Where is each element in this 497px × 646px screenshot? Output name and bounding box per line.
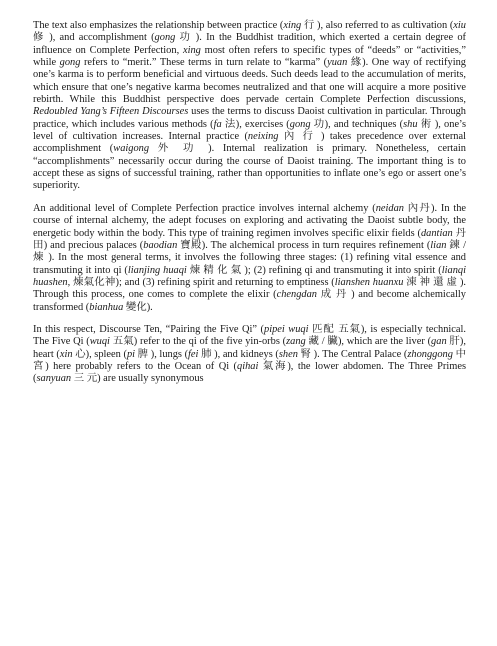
text-run: The text also emphasizes the relationship between practice (: [33, 20, 284, 31]
text-run: 肺 ), and kidneys (: [198, 348, 279, 360]
italic-term: lian: [430, 239, 447, 251]
text-run: 變化).: [123, 301, 153, 313]
text-run: 氣海), the lower abdomen. The Three Primes (: [33, 360, 466, 385]
italic-term: shu: [403, 118, 418, 130]
italic-term: chengdan: [276, 289, 318, 301]
text-run: 法), exercises (: [221, 118, 290, 130]
paragraph-internal-alchemy: [33, 203, 466, 314]
italic-term: gong: [59, 57, 81, 69]
italic-term: fa: [213, 118, 222, 130]
italic-term: gong: [154, 32, 176, 44]
text-run: 五氣) refer to the qi of the five yin-orbs (: [109, 336, 287, 348]
document-page: [33, 20, 466, 386]
text-run: 腎 ). The Central Palace (: [297, 348, 408, 360]
italic-term: baodian: [143, 239, 178, 251]
italic-term: zang: [286, 336, 306, 348]
paragraph-five-qi: [33, 324, 466, 386]
italic-term: gong: [289, 118, 311, 130]
italic-term: gan: [431, 336, 447, 348]
text-run: 修 ), and accomplishment (: [33, 32, 155, 44]
italic-term: zhonggong: [407, 348, 453, 360]
italic-term: yuan: [327, 57, 348, 69]
italic-term: lianshen huanxu: [334, 276, 404, 288]
text-run: 緣). One way of rectifying one’s karma is to perform beneficial and virtuous deeds. Such deeds lead to the accumulation of merits, which ensure that one’s negative karma becomes neutralized and that one will acquire a more positive rebirth. While this Buddhist perspective does pervade certain Complete Perfection discussions,: [33, 57, 466, 106]
italic-term: neixing: [247, 131, 279, 143]
italic-term: xing: [283, 20, 302, 31]
italic-term: qihai: [237, 360, 259, 372]
text-run: 內 行 ) takes precedence over external accomplishment (: [33, 131, 466, 155]
text-run: 涷 神 還 虛 ). Through this process, one comes to complete the elixir (: [33, 276, 467, 301]
text-run: 行 ), also referred to as cultivation (: [301, 20, 454, 31]
text-run: 功), and techniques (: [310, 118, 404, 130]
text-run: 寶殿). The alchemical process in turn requires refinement (: [177, 239, 431, 251]
text-run: 鍊 / 煉 ). In the most general terms, it involves the following three stages: (1) refining vital essence and transmuting it into qi (: [33, 239, 467, 276]
italic-term: shen: [278, 348, 298, 360]
text-run: 三 元) are usually synonymous: [71, 373, 204, 385]
italic-term: bianhua: [89, 301, 124, 313]
text-run: 匹配 五氣), is especially technical. The Five Qi (: [33, 323, 466, 348]
italic-term: wuqi: [89, 336, 110, 348]
text-run: 中宮) here probably refers to the Ocean of Qi (: [33, 348, 466, 372]
text-run: 脾 ), lungs (: [135, 348, 189, 360]
italic-term: xiu: [453, 20, 466, 31]
italic-term: pi: [126, 348, 136, 360]
italic-term: neidan: [375, 202, 404, 214]
paragraph-practice-cultivation: [33, 20, 466, 193]
text-run: 丹田) and precious palaces (: [33, 227, 466, 251]
italic-term: lianqi huashen,: [33, 264, 466, 288]
text-run: 術 ), one’s level of cultivation increases. Internal practice (: [33, 118, 466, 143]
text-run: 外 功 ). Internal realization is primary. Nonetheless, certain “accomplishments” necessarily occur during the course of Daoist training. The important thing is to accept these as signs of successful training, rather than opportunities to inflate one’s ego or assert one’s superiority.: [33, 143, 467, 192]
text-run: 心), spleen (: [72, 348, 127, 360]
text-run: 煉 精 化 氣 ); (2) refining qi and transmuting it into spirit (: [186, 264, 442, 276]
text-run: 功 ). In the Buddhist tradition, which exerted a certain degree of influence on Complete Perfection,: [33, 32, 466, 56]
italic-term: dantian: [420, 227, 453, 239]
text-run: An additional level of Complete Perfection practice involves internal alchemy (: [33, 202, 376, 214]
text-run: uses the terms to discuss Daoist cultivation in particular. Through practice, which includes various methods (: [33, 106, 466, 130]
text-run: 內丹). In the course of internal alchemy, the adept focuses on exploring and activating the Daoist subtle body, the energetic body within the body. This type of training regimen involves specific elixir fields (: [33, 202, 467, 239]
text-run: 成 丹 ) and become alchemically transformed (: [33, 289, 467, 313]
italic-term: fei: [188, 348, 199, 360]
italic-term: pipei wuqi: [264, 323, 309, 335]
text-run: 煉氣化神); and (3) refining spirit and returning to emptiness (: [70, 276, 335, 288]
italic-term: lianjing huaqi: [127, 264, 187, 276]
text-run: In this respect, Discourse Ten, “Pairing the Five Qi” (: [33, 323, 265, 335]
italic-term: xin: [59, 348, 73, 360]
italic-term: waigong: [113, 143, 150, 155]
text-run: 藏 / 臟), which are the liver (: [305, 336, 432, 348]
italic-term: Redoubled Yang’s Fifteen Discourses: [33, 106, 189, 118]
text-run: refers to “merit.” These terms in turn relate to “karma” (: [80, 57, 328, 69]
italic-term: sanyuan: [36, 373, 72, 385]
text-run: most often refers to specific types of “deeds” or “activities,” while: [33, 44, 467, 69]
text-run: 肝), heart (: [33, 336, 466, 360]
italic-term: xing: [182, 44, 201, 56]
